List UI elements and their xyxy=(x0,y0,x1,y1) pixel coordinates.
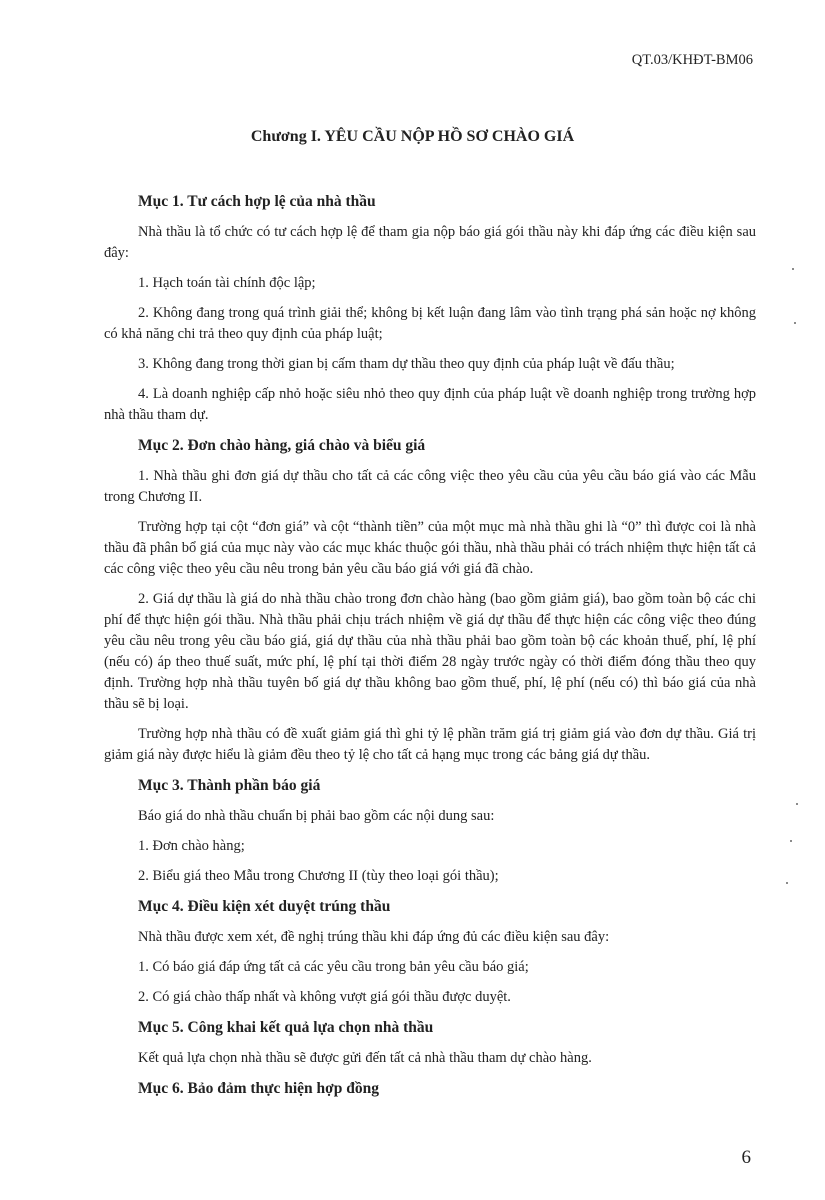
paragraph: 3. Không đang trong thời gian bị cấm tham dự thầu theo quy định của pháp luật về đấu thầu; xyxy=(138,356,675,372)
scan-speck xyxy=(794,322,796,324)
paragraph: 1. Hạch toán tài chính độc lập; xyxy=(138,275,316,291)
paragraph: 2. Có giá chào thấp nhất và không vượt giá gói thầu được duyệt. xyxy=(138,989,511,1005)
paragraph: 1. Có báo giá đáp ứng tất cả các yêu cầu trong bản yêu cầu báo giá; xyxy=(138,959,529,975)
section-heading: Mục 4. Điều kiện xét duyệt trúng thầu xyxy=(138,898,391,915)
chapter-title: Chương I. YÊU CẦU NỘP HỒ SƠ CHÀO GIÁ xyxy=(250,128,575,145)
section-heading: Mục 2. Đơn chào hàng, giá chào và biểu giá xyxy=(138,437,426,454)
paragraph: 1. Đơn chào hàng; xyxy=(138,838,245,854)
paragraph: Trường hợp nhà thầu có đề xuất giảm giá thì ghi tỷ lệ phần trăm giá trị giảm giá vào đơn dự thầu. Giá trị giảm giá này được hiểu là giảm đều theo tỷ lệ cho tất cả hạng mục trong các bảng giá dự thầu. xyxy=(104,726,756,763)
section-heading: Mục 6. Bảo đảm thực hiện hợp đồng xyxy=(138,1080,379,1097)
paragraph: 2. Giá dự thầu là giá do nhà thầu chào trong đơn chào hàng (bao gồm giảm giá), bao gồm toàn bộ các chi phí để thực hiện gói thầu. Nhà thầu phải chịu trách nhiệm về giá dự thầu để thực hiện các công việc theo đúng yêu cầu nêu trong yêu cầu báo giá, giá dự thầu của nhà thầu phải bao gồm toàn bộ các khoản thuế, phí, lệ phí (nếu có) áp theo thuế suất, mức phí, lệ phí tại thời điểm 28 ngày trước ngày có thời điểm đóng thầu theo quy định. Trường hợp nhà thầu tuyên bố giá dự thầu không bao gồm thuế, phí, lệ phí (nếu có) thì báo giá của nhà thầu sẽ bị loại. xyxy=(104,591,756,712)
scan-speck xyxy=(786,882,788,884)
paragraph: Nhà thầu được xem xét, đề nghị trúng thầu khi đáp ứng đủ các điều kiện sau đây: xyxy=(138,929,610,945)
document-code: QT.03/KHĐT-BM06 xyxy=(631,52,753,68)
paragraph: 2. Không đang trong quá trình giải thể; không bị kết luận đang lâm vào tình trạng phá sản hoặc nợ không có khả năng chi trả theo quy định của pháp luật; xyxy=(104,305,756,342)
paragraph: 1. Nhà thầu ghi đơn giá dự thầu cho tất cả các công việc theo yêu cầu của yêu cầu báo giá vào các Mẫu trong Chương II. xyxy=(104,468,756,505)
section-heading: Mục 1. Tư cách hợp lệ của nhà thầu xyxy=(138,193,376,210)
scan-speck xyxy=(792,268,794,270)
paragraph: Báo giá do nhà thầu chuẩn bị phải bao gồm các nội dung sau: xyxy=(138,808,495,824)
scan-speck xyxy=(796,803,798,805)
paragraph: Kết quả lựa chọn nhà thầu sẽ được gửi đến tất cả nhà thầu tham dự chào hàng. xyxy=(138,1050,592,1066)
document-body xyxy=(104,191,756,1109)
section-heading: Mục 3. Thành phần báo giá xyxy=(138,777,321,794)
paragraph: 2. Biểu giá theo Mẫu trong Chương II (tùy theo loại gói thầu); xyxy=(138,868,499,884)
paragraph: 4. Là doanh nghiệp cấp nhỏ hoặc siêu nhỏ theo quy định của pháp luật về doanh nghiệp trong trường hợp nhà thầu tham dự. xyxy=(104,386,756,423)
paragraph: Nhà thầu là tổ chức có tư cách hợp lệ để tham gia nộp báo giá gói thầu này khi đáp ứng các điều kiện sau đây: xyxy=(104,224,756,261)
page-number: 6 xyxy=(741,1147,751,1168)
scan-speck xyxy=(790,840,792,842)
paragraph: Trường hợp tại cột “đơn giá” và cột “thành tiền” của một mục mà nhà thầu ghi là “0” thì được coi là nhà thầu đã phân bổ giá của mục này vào các mục khác thuộc gói thầu, nhà thầu phải có trách nhiệm thực hiện tất cả các công việc theo yêu cầu nêu trong bản yêu cầu báo giá với giá đã chào. xyxy=(104,519,756,577)
section-heading: Mục 5. Công khai kết quả lựa chọn nhà thầu xyxy=(138,1019,434,1036)
